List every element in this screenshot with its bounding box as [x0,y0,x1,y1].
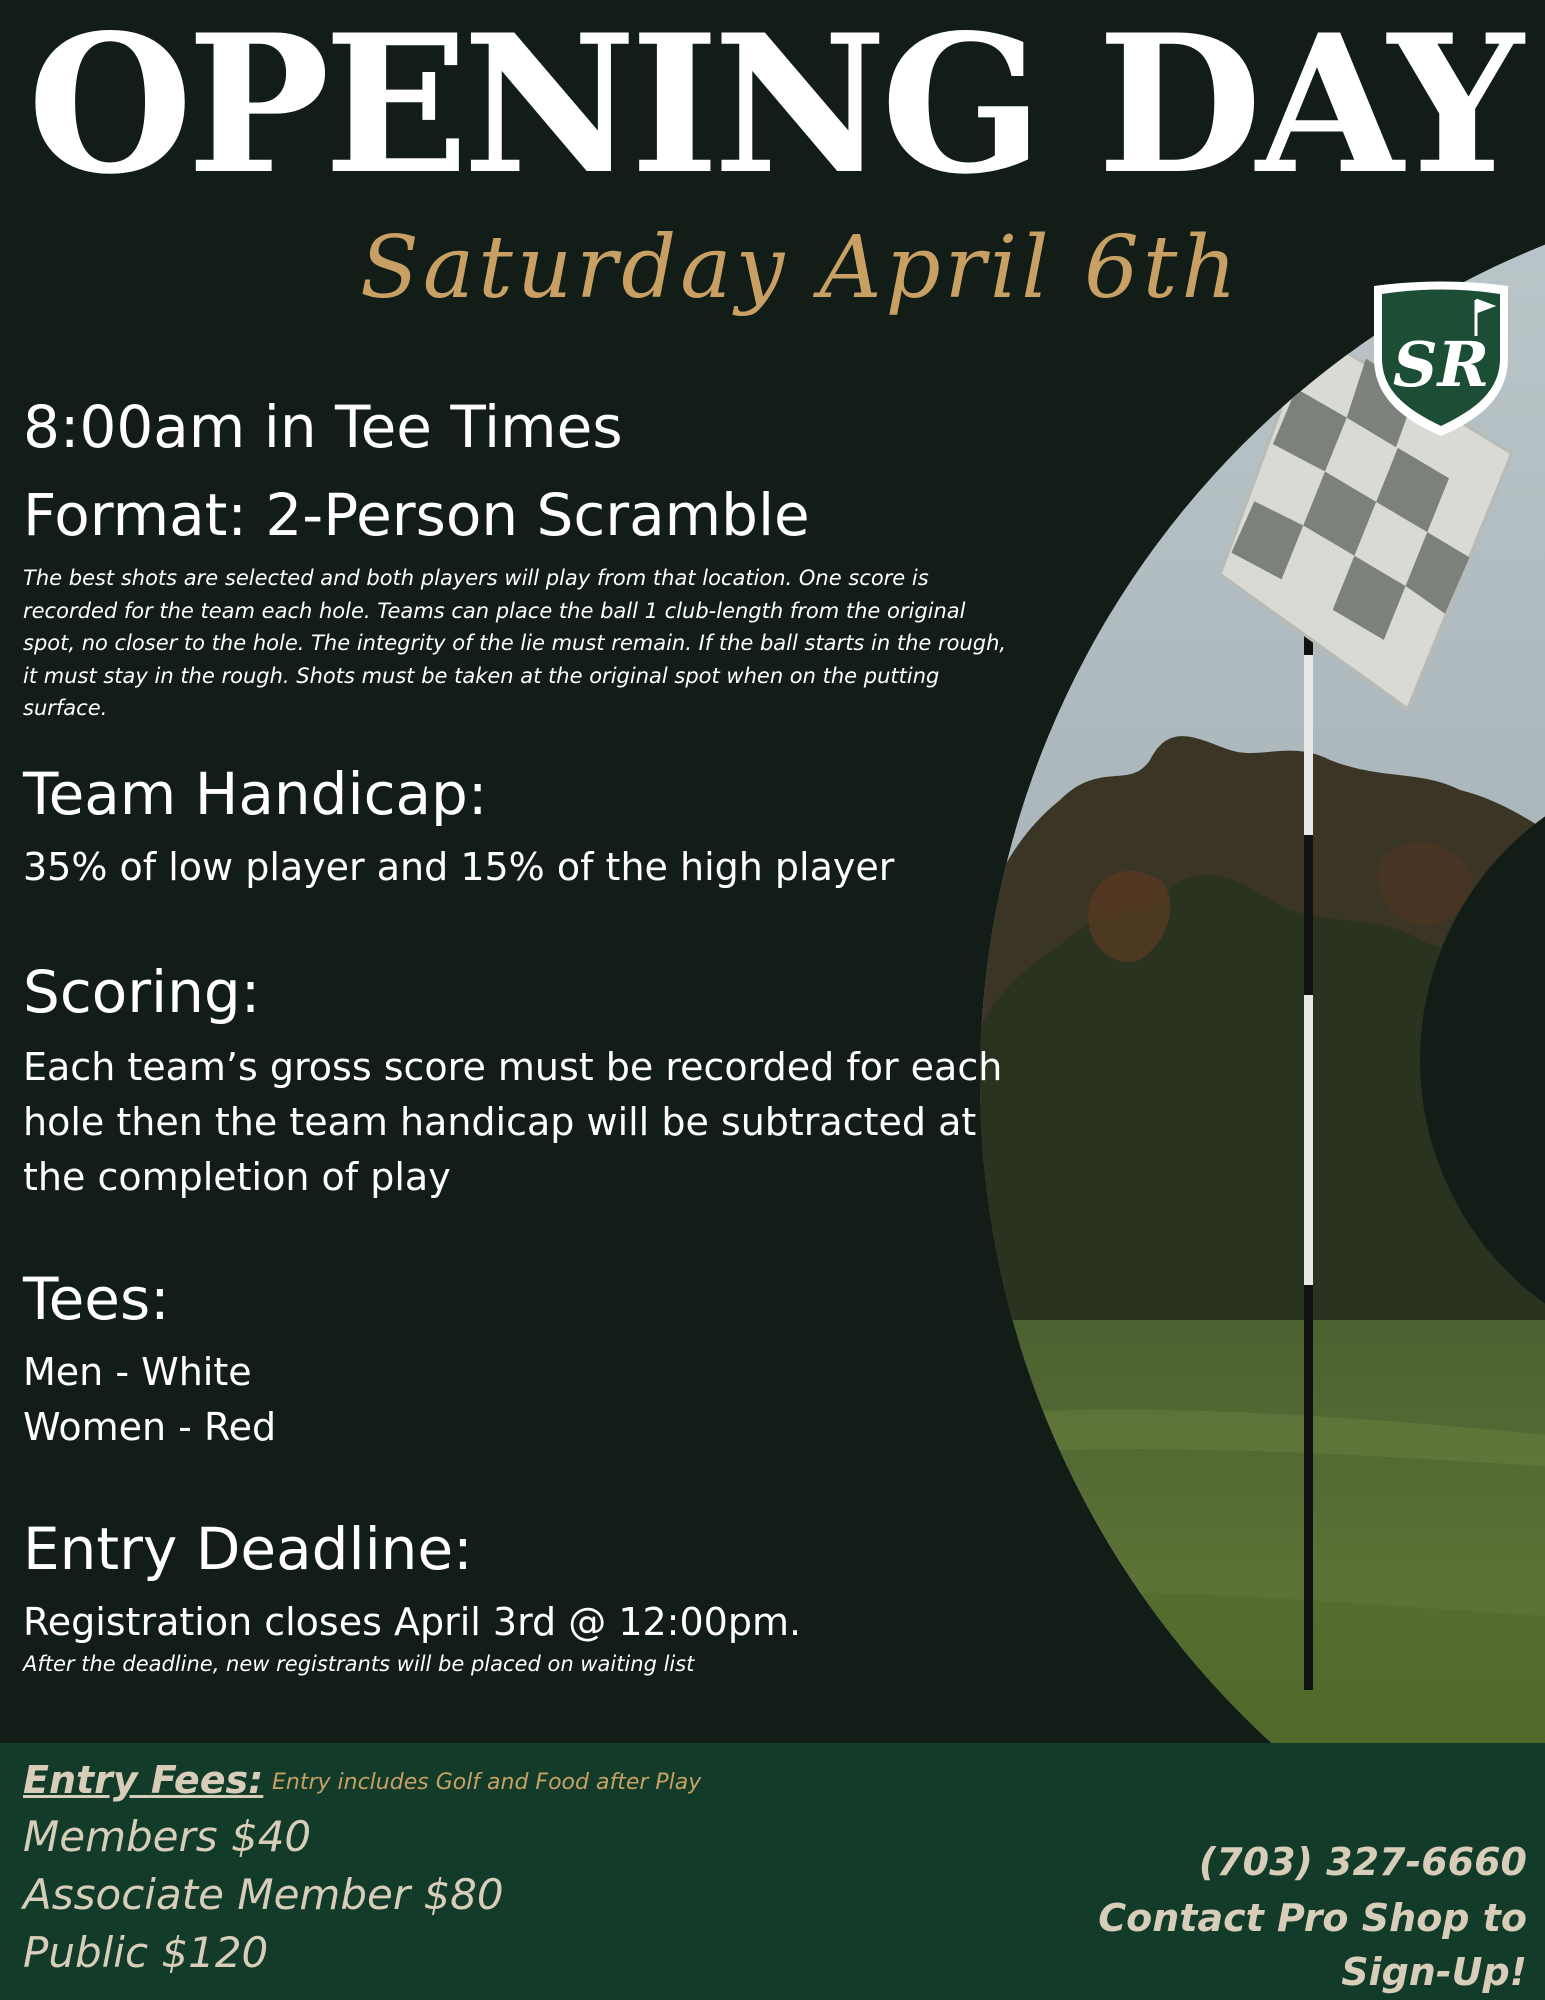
tee-times: 8:00am in Tee Times [23,393,623,461]
handicap-text: 35% of low player and 15% of the high player [23,845,895,889]
logo-monogram: SR [1392,328,1490,401]
club-logo-icon [1368,278,1514,438]
deadline-text: Registration closes April 3rd @ 12:00pm. [23,1600,802,1644]
contact-line-2: Sign-Up! [1341,1950,1527,1994]
fee-associate: Associate Member $80 [23,1870,504,1919]
contact-phone[interactable]: (703) 327-6660 [1198,1840,1527,1884]
fee-public: Public $120 [23,1928,269,1977]
tees-women: Women - Red [23,1405,277,1449]
deadline-note: After the deadline, new registrants will be placed on waiting list [23,1652,695,1676]
event-title: OPENING DAY [27,0,1518,216]
fees-note: Entry includes Golf and Food after Play [272,1770,702,1795]
tees-heading: Tees: [23,1265,170,1333]
event-date: Saturday April 6th [360,218,1241,318]
format-heading: Format: 2-Person Scramble [23,481,810,549]
contact-line-1: Contact Pro Shop to [1098,1896,1527,1940]
handicap-heading: Team Handicap: [23,760,488,828]
fee-members: Members $40 [23,1812,312,1861]
format-description: The best shots are selected and both players will play from that location. One score is recorded for the team each hole. Teams can place the ball 1 club-length from the original spot, no closer to the hole. The integrity of the lie must remain. If the ball starts in the rough, it must stay in the rough. Shots must be taken at the original spot when on the putting surface. [23,566,1007,720]
tees-men: Men - White [23,1350,252,1394]
scoring-text: Each team’s gross score must be recorded for each hole then the team handicap will be subtracted at the completion of play [23,1045,1003,1199]
scoring-heading: Scoring: [23,958,261,1026]
deadline-heading: Entry Deadline: [23,1515,473,1583]
fees-heading: Entry Fees: [23,1758,264,1802]
